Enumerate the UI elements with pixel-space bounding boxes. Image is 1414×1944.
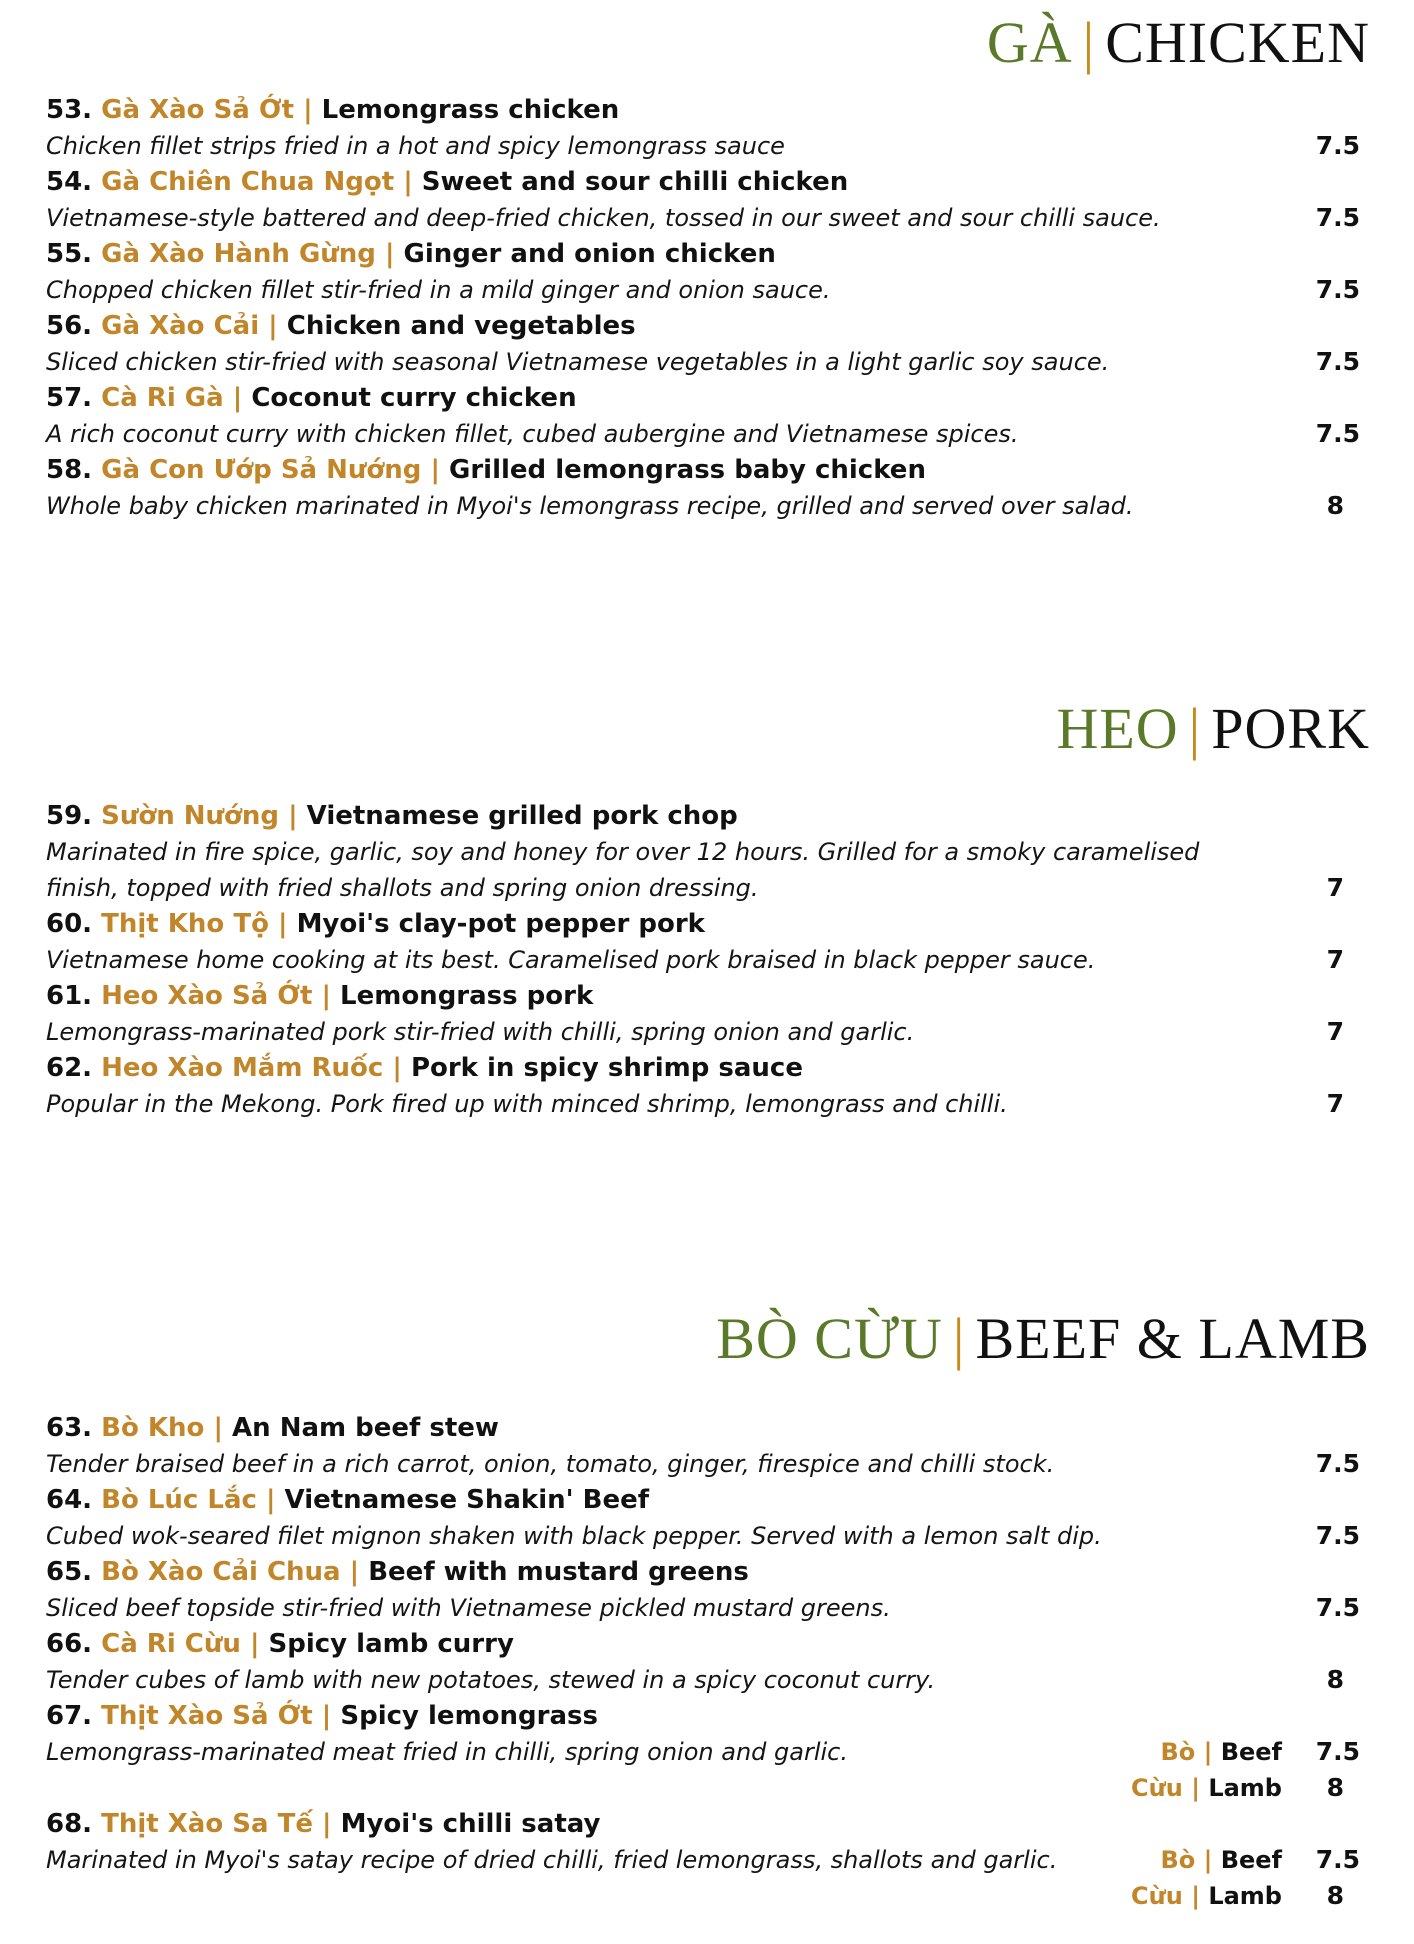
section-title-pork [1056, 696, 1370, 761]
item-name-vn: Heo Xào Sả Ớt [101, 981, 313, 1011]
item-price: 7.5 [1315, 1449, 1360, 1478]
item-name-en: Spicy lemongrass [340, 1701, 598, 1731]
item-description: Vietnamese-style battered and deep-fried chicken, tossed in our sweet and sour chilli sauce. [46, 204, 1161, 232]
item-separator: | [392, 1053, 402, 1083]
menu-item [46, 92, 1370, 164]
item-number: 66. [46, 1629, 93, 1659]
item-description: Marinated in Myoi's satay recipe of dried chilli, fried lemongrass, shallots and garlic. [46, 1846, 1058, 1874]
item-description: Lemongrass-marinated meat fried in chilli, spring onion and garlic. [46, 1738, 848, 1766]
menu-item [46, 1698, 1370, 1806]
item-name-en: Beef with mustard greens [368, 1557, 749, 1587]
variant-name-en: Beef [1220, 1846, 1282, 1874]
item-name-en: Chicken and vegetables [286, 311, 636, 341]
item-number: 63. [46, 1413, 93, 1443]
item-separator: | [288, 801, 298, 831]
item-number: 64. [46, 1485, 93, 1515]
item-separator: | [268, 311, 278, 341]
section-title-en: PORK [1211, 696, 1370, 761]
item-number: 53. [46, 95, 93, 125]
menu-item [46, 798, 1370, 906]
item-description: Tender braised beef in a rich carrot, onion, tomato, ginger, firespice and chilli stock. [46, 1450, 1055, 1478]
item-number: 56. [46, 311, 93, 341]
item-name-en: Myoi's chilli satay [340, 1809, 601, 1839]
section-title-vn: HEO [1056, 696, 1179, 761]
item-price: 7 [1326, 1089, 1344, 1118]
item-price: 7.5 [1315, 419, 1360, 448]
item-name-en: Vietnamese Shakin' Beef [284, 1485, 650, 1515]
variant-name-en: Lamb [1208, 1774, 1282, 1802]
menu-item [46, 236, 1370, 308]
item-price: 7 [1326, 873, 1344, 902]
item-description: finish, topped with fried shallots and spring onion dressing. [46, 874, 759, 902]
item-name-en: Vietnamese grilled pork chop [306, 801, 738, 831]
variant-price: 7.5 [1315, 1737, 1360, 1766]
menu-item [46, 1482, 1370, 1554]
variant-price: 8 [1326, 1881, 1344, 1910]
item-name-en: An Nam beef stew [232, 1413, 499, 1443]
item-price: 7 [1326, 945, 1344, 974]
item-number: 58. [46, 455, 93, 485]
item-number: 65. [46, 1557, 93, 1587]
menu-item [46, 1410, 1370, 1482]
item-name-en: Coconut curry chicken [251, 383, 577, 413]
variant-label [1160, 1842, 1282, 1878]
variant-price: 7.5 [1315, 1845, 1360, 1874]
item-separator: | [403, 167, 413, 197]
item-description: Popular in the Mekong. Pork fired up with minced shrimp, lemongrass and chilli. [46, 1090, 1008, 1118]
item-name-vn: Bò Kho [101, 1413, 205, 1443]
variant-separator: | [1203, 1846, 1213, 1874]
item-separator: | [321, 981, 331, 1011]
menu-item [46, 1806, 1370, 1914]
pork-items [46, 798, 1370, 1122]
item-description: Lemongrass-marinated pork stir-fried with chilli, spring onion and garlic. [46, 1018, 915, 1046]
item-price: 7.5 [1315, 131, 1360, 160]
item-number: 60. [46, 909, 93, 939]
section-title-separator: | [1082, 10, 1096, 75]
variant-name-en: Lamb [1208, 1882, 1282, 1910]
item-number: 68. [46, 1809, 93, 1839]
item-price: 8 [1326, 491, 1344, 520]
item-description: Sliced chicken stir-fried with seasonal Vietnamese vegetables in a light garlic soy sauce. [46, 348, 1110, 376]
section-title-beef-lamb [716, 1306, 1370, 1371]
section-title-en: BEEF & LAMB [975, 1306, 1370, 1371]
menu-item [46, 308, 1370, 380]
variant-name-en: Beef [1220, 1738, 1282, 1766]
item-name-en: Myoi's clay-pot pepper pork [296, 909, 705, 939]
item-name-en: Sweet and sour chilli chicken [421, 167, 849, 197]
menu-item [46, 1050, 1370, 1122]
variant-label [1131, 1878, 1282, 1914]
variant-label [1131, 1770, 1282, 1806]
item-name-en: Lemongrass chicken [321, 95, 620, 125]
variant-separator: | [1203, 1738, 1213, 1766]
item-description: Tender cubes of lamb with new potatoes, stewed in a spicy coconut curry. [46, 1666, 936, 1694]
variant-name-vn: Cừu [1131, 1774, 1183, 1802]
item-name-vn: Sườn Nướng [101, 801, 280, 831]
item-name-en: Pork in spicy shrimp sauce [410, 1053, 803, 1083]
item-description: Chopped chicken fillet stir-fried in a mild ginger and onion sauce. [46, 276, 831, 304]
item-name-vn: Bò Lúc Lắc [101, 1485, 257, 1515]
item-number: 57. [46, 383, 93, 413]
menu-item [46, 906, 1370, 978]
item-price: 7 [1326, 1017, 1344, 1046]
item-name-vn: Gà Xào Hành Gừng [101, 239, 376, 269]
variant-label [1160, 1734, 1282, 1770]
variant-separator: | [1191, 1774, 1200, 1802]
item-name-vn: Gà Xào Cải [101, 311, 260, 341]
menu-item [46, 978, 1370, 1050]
item-price: 7.5 [1315, 1521, 1360, 1550]
item-separator: | [232, 383, 243, 413]
item-separator: | [213, 1413, 223, 1443]
variant-name-vn: Cừu [1131, 1882, 1183, 1910]
item-description: A rich coconut curry with chicken fillet, cubed aubergine and Vietnamese spices. [46, 420, 1019, 448]
menu-item [46, 164, 1370, 236]
item-number: 55. [46, 239, 93, 269]
variant-separator: | [1191, 1882, 1200, 1910]
item-description: Marinated in fire spice, garlic, soy and honey for over 12 hours. Grilled for a smoky caramelised [46, 838, 1200, 866]
item-name-en: Lemongrass pork [340, 981, 594, 1011]
item-name-vn: Gà Chiên Chua Ngọt [101, 167, 395, 197]
item-name-en: Ginger and onion chicken [403, 239, 776, 269]
item-name-vn: Bò Xào Cải Chua [101, 1557, 341, 1587]
item-price: 8 [1326, 1665, 1344, 1694]
item-separator: | [249, 1629, 260, 1659]
section-title-separator: | [952, 1306, 966, 1371]
item-description: Chicken fillet strips fried in a hot and spicy lemongrass sauce [46, 132, 785, 160]
menu-item [46, 1626, 1370, 1698]
menu-item [46, 452, 1370, 524]
item-number: 54. [46, 167, 93, 197]
item-name-en: Spicy lamb curry [268, 1629, 514, 1659]
item-name-vn: Thịt Xào Sa Tế [101, 1809, 313, 1839]
item-description: Cubed wok-seared filet mignon shaken with black pepper. Served with a lemon salt dip. [46, 1522, 1102, 1550]
section-title-en: CHICKEN [1105, 10, 1370, 75]
item-name-vn: Thịt Kho Tộ [101, 909, 269, 939]
menu-item [46, 1554, 1370, 1626]
variant-name-vn: Bò [1160, 1738, 1196, 1766]
item-separator: | [321, 1701, 332, 1731]
section-title-vn: BÒ CỪU [716, 1306, 943, 1371]
section-title-chicken [986, 10, 1370, 75]
item-number: 62. [46, 1053, 93, 1083]
item-description: Sliced beef topside stir-fried with Vietnamese pickled mustard greens. [46, 1594, 891, 1622]
item-name-en: Grilled lemongrass baby chicken [449, 455, 926, 485]
chicken-items [46, 92, 1370, 524]
item-name-vn: Gà Con Ướp Sả Nướng [101, 455, 422, 485]
item-number: 61. [46, 981, 93, 1011]
item-separator: | [265, 1485, 276, 1515]
item-separator: | [303, 95, 313, 125]
item-separator: | [322, 1809, 332, 1839]
item-separator: | [384, 239, 395, 269]
item-description: Vietnamese home cooking at its best. Caramelised pork braised in black pepper sauce. [46, 946, 1096, 974]
variant-name-vn: Bò [1160, 1846, 1196, 1874]
item-number: 67. [46, 1701, 93, 1731]
item-description: Whole baby chicken marinated in Myoi's lemongrass recipe, grilled and served over salad. [46, 492, 1134, 520]
item-name-vn: Gà Xào Sả Ớt [101, 95, 295, 125]
item-name-vn: Cà Ri Gà [101, 383, 224, 413]
item-separator: | [430, 455, 440, 485]
item-separator: | [349, 1557, 360, 1587]
variant-price: 8 [1326, 1773, 1344, 1802]
item-separator: | [278, 909, 288, 939]
section-title-vn: GÀ [986, 10, 1073, 75]
item-name-vn: Cà Ri Cừu [101, 1629, 241, 1659]
section-title-separator: | [1188, 696, 1202, 761]
item-price: 7.5 [1315, 203, 1360, 232]
item-name-vn: Thịt Xào Sả Ớt [101, 1701, 313, 1731]
item-price: 7.5 [1315, 1593, 1360, 1622]
menu-item [46, 380, 1370, 452]
item-price: 7.5 [1315, 275, 1360, 304]
beef-lamb-items [46, 1410, 1370, 1914]
item-number: 59. [46, 801, 93, 831]
item-name-vn: Heo Xào Mắm Ruốc [101, 1053, 384, 1083]
item-price: 7.5 [1315, 347, 1360, 376]
